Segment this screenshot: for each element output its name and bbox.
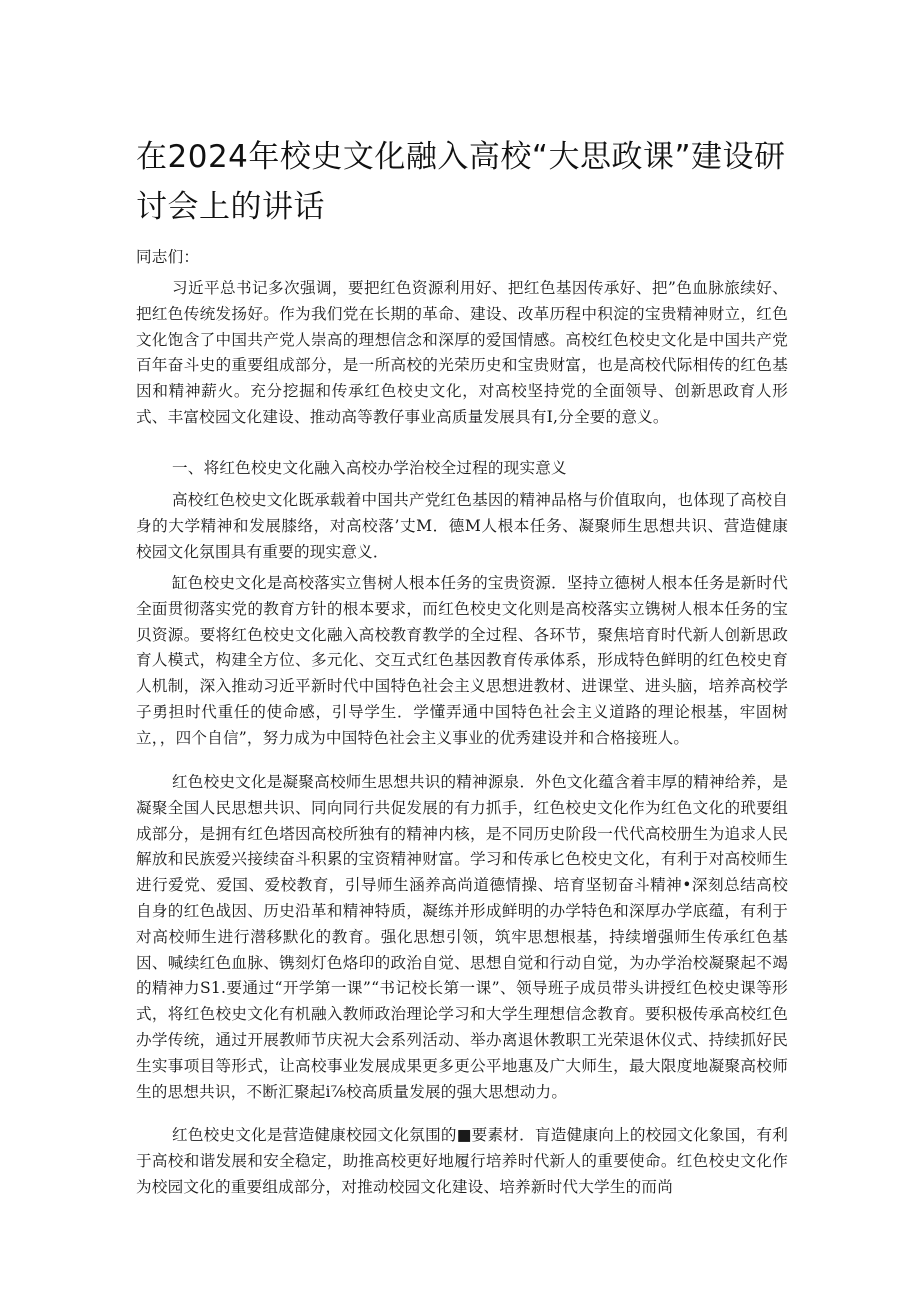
paragraph-1: 高校红色校史文化既承载着中国共产党红色基因的精神品格与价值取向，也体现了高校自身的大学精神和发展膝络，对高校落’丈M．德M人根本任务、凝聚师生思想共识、营造健康校园文化氛围具有重要的现实意义．: [136, 491, 788, 561]
document-title: 在2024年校史文化融入高校“大思政课”建设研讨会上的讲话: [136, 139, 786, 225]
paragraph-intro: 习近平总书记多次强调，要把红色资源利用好、把红色基因传承好、把”色血脉旅续好、把红色传统发扬好。作为我们党在长期的革命、建设、改革历程中积淀的宝贵精神财立，红色文化饱含了中国共产党人崇高的理想信念和深厚的爱国情感。高校红色校史文化是中国共产党百年奋斗史的重要组成部分，是一所高校的光荣历史和宝贵财富，也是高校代际相传的红色基因和精神薪火。充分挖掘和传承红色校史文化，对高校坚持党的全面领导、创新思政育人形式、丰富校园文化建设、推动高等教仔事业高质量发展具有I,分全要的意义。: [136, 279, 788, 426]
greeting: 同志们：: [136, 248, 200, 266]
paragraph-4: 红色校史文化是营造健康校园文化氛围的■要素材．肓造健康向上的校园文化象国，有利于高校和谐发展和安全稳定，助推高校更好地履行培养时代新人的重要使命。红色校史文化作为校园文化的重要组成部分，对推动校园文化建设、培养新时代大学生的而尚: [136, 1126, 788, 1196]
paragraph-2: 缸色校史文化是高校落实立售树人根本任务的宝贵资源．坚持立德树人根本任务是新时代全面贯彻落实党的教育方针的根本要求，而红色校史文化则是高校落实立镌树人根本任务的宝贝资源。要将红色校史文化融入高校教育教学的全过程、各环节，聚焦培育时代新人创新思政育人模式，构建全方位、多元化、交互式红色基因教育传承体系，形成特色鲜明的红色校史育人机制，深入推动习近平新时代中国特色社会主义思想进教材、进课堂、进头脑，培养高校学子勇担时代重任的使命感，引导学生．学懂弄通中国特色社会主义道路的理论根基，牢固树立，，四个自信”，努力成为中国特色社会主义事业的优秀建设并和合格接班人。: [136, 574, 788, 747]
section-heading: 一、将红色校史文化融入高校办学治校全过程的现实意义: [172, 459, 567, 477]
paragraph-3: 红色校史文化是凝聚高校师生思想共识的精神源泉．外色文化蕴含着丰厚的精神给养，是凝聚全国人民思想共识、同向同行共促发展的有力抓手，红色校史文化作为红色文化的玳要组成部分，是拥有红色塔因高校所独有的精神内核，是不同历史阶段一代代高校册生为追求人民解放和民族爱兴接续奋斗积累的宝资精神财富。学习和传承匕色校史文化，有利于对高校师生进行爱党、爱国、爱校教育，引导师生涵养高尚道德情操、培育坚韧奋斗精神•深刻总结高校自身的红色战因、历史沿革和精神特质，凝练并形成鲜明的办学特色和深厚办学底蕴，有利于对高校师生进行潜移默化的教育。强化思想引领，筑牢思想根基，持续增强师生传承红色基因、喊续红色血脉、镌刻灯色烙印的政治自觉、思想自觉和行动自觉，为办学治校凝聚起不竭的精神力S1.要通过“开学第一课”“书记校长第一课”、领导班子成员带头讲授红色校史课等形式，将红色校史文化有机融入教师政治理论学习和大学生理想信念教育。要积极传承高校红色办学传统，通过开展教师节庆祝大会系列活动、举办离退休教职工光荣退休仪式、持续抓好民生实事项目等形式，让高校事业发展成果更多更公平地惠及广大师生，最大限度地凝聚高校师生的思想共识，不断汇聚起i⅞校高质量发展的强大思想动力。: [136, 773, 788, 1101]
